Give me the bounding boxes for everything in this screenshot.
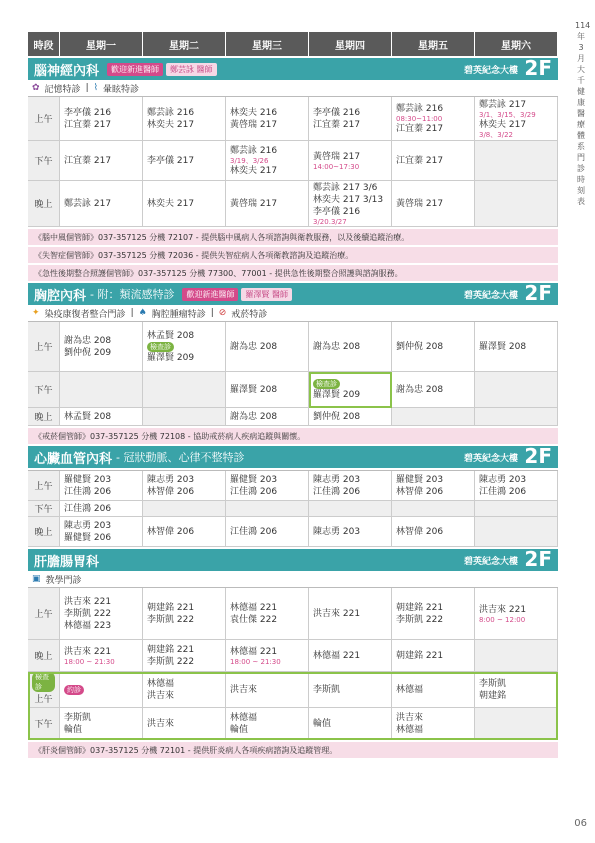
cell [143,141,226,181]
dept-name: 心臟血管內科 [34,451,113,467]
cell [143,588,226,640]
doctor: 林智偉 206 [147,526,195,537]
legend-item: 染疫康復者整合門診 [44,309,126,320]
note: 《戒菸個管師》037-357125 分機 72108 - 協助戒菸病人疾病追蹤與關懷。 [28,428,558,444]
cell [60,588,143,640]
header-day: 星期六 [475,32,558,56]
doctor: 陳志勇 203 [313,474,361,485]
doctor: 林德福 [230,712,258,723]
doctor: 陳志勇 203 [479,474,527,485]
doctor: 李斯凱 222 [147,614,195,625]
cell [392,97,475,141]
dept-cardio-bar [28,446,558,468]
cell [392,588,475,640]
cell [143,471,226,501]
doctor: 謝為忠 208 [230,411,278,422]
doctor: 李斯凱 222 [147,656,195,667]
building: 碧英紀念大樓 [463,556,518,567]
no-smoking-icon: ⊘ [218,308,227,318]
doctor: 江佳鴻 206 [313,486,361,497]
cell-empty [392,408,475,426]
cell-empty [143,501,226,517]
grid-neuro [28,96,558,227]
cell [143,97,226,141]
doctor: 劉仲倪 209 [64,347,112,358]
cell [309,708,392,740]
doctor: 羅澤賢 208 [479,341,527,352]
doctor: 洪吉來 221 [64,596,112,607]
cell [392,471,475,501]
doctor: 陳志勇 203 [313,526,361,537]
teaching-icon: ▣ [32,574,41,584]
cell-empty [309,501,392,517]
doctor: 謝為忠 208 [396,384,444,395]
cell [309,372,392,408]
doctor: 林德福 [147,678,175,689]
doctor: 林奕夫 217 [479,119,527,130]
cell [226,181,309,227]
sparkle-icon: ✦ [32,308,40,318]
cell [309,517,392,547]
doctor: 劉仲倪 208 [313,411,361,422]
doctor: 李斯凱 [479,678,507,689]
cell [60,517,143,547]
cell [60,181,143,227]
doctor: 黃啓瑞 217 [230,198,278,209]
new-doctor: 鄭芸詠 醫師 [166,63,217,76]
divider: | [210,308,214,318]
doctor: 李斯凱 [313,684,341,695]
date-note: 3/20.3/27 [313,217,347,226]
legend [28,80,558,96]
doctor: 江宜蓁 217 [64,119,112,130]
doctor: 江佳鴻 206 [230,486,278,497]
cell [226,322,309,372]
divider: | [85,83,89,93]
cell [475,588,558,640]
floor: 2F [524,444,552,468]
cell-empty [475,501,558,517]
doctor: 羅健賢 203 [64,474,112,485]
page-number: 06 [574,818,587,829]
lungs-icon: ♠ [138,308,147,318]
building: 碧英紀念大樓 [463,453,518,464]
doctor: 陳志勇 203 [64,520,112,531]
header-slot: 時段 [28,32,60,56]
time-note: 18:00 ~ 21:30 [64,657,115,666]
doctor: 黃啓瑞 217 [230,119,278,130]
doctor: 黃啓瑞 217 [313,151,361,162]
dept-name: 胸腔內科 [34,288,87,304]
cell [60,672,143,708]
doctor: 江佳鴻 206 [479,486,527,497]
doctor: 江宜蓁 217 [64,155,112,166]
doctor: 林孟賢 208 [64,411,112,422]
cell-empty [475,181,558,227]
cell-empty [60,372,143,408]
doctor: 洪吉來 221 [313,608,361,619]
doctor: 鄭芸詠 217 [64,198,112,209]
cell [60,640,143,672]
cell [309,408,392,426]
doctor: 林奕夫 217 [147,198,195,209]
cell-empty [226,501,309,517]
doctor: 李斯凱 222 [64,608,112,619]
doctor: 洪吉來 221 [64,646,112,657]
doctor: 輪值 [230,724,249,735]
doctor: 朝建銘 221 [396,650,444,661]
cell [475,97,558,141]
slot-label: 晚上 [28,640,60,672]
dept-chest-bar [28,283,558,305]
doctor: 朝建銘 221 [147,602,195,613]
cell [60,322,143,372]
time-note: 18:00 ~ 21:30 [230,657,281,666]
doctor: 洪吉來 [396,712,424,723]
legend-item: 記憶特診 [44,84,81,95]
floor: 2F [524,547,552,571]
time-note: 8:00 ~ 12:00 [479,615,526,624]
doctor: 鄭芸詠 216 [396,103,444,114]
legend [28,305,558,321]
floor: 2F [524,56,552,80]
cell [60,708,143,740]
legend-item: 暈眩特診 [103,84,140,95]
doctor: 羅健賢 203 [396,474,444,485]
doctor: 江佳鴻 206 [64,503,112,514]
cell-empty [475,141,558,181]
building: 碧英紀念大樓 [463,290,518,301]
dept-neuro-bar [28,58,558,80]
doctor: 輪值 [64,724,83,735]
cell-empty [143,408,226,426]
cell-empty [392,501,475,517]
schedule [28,32,558,758]
cell [392,517,475,547]
cell [309,141,392,181]
doctor: 洪吉來 [230,684,258,695]
cell [392,141,475,181]
doctor: 李亭儀 216 [313,206,361,217]
cell [309,322,392,372]
cell [309,471,392,501]
time-note: 14:00~17:30 [313,162,360,171]
cell [60,97,143,141]
slot-text: 上午 [34,695,53,705]
cell [392,372,475,408]
slot-label: 上午 [28,97,60,141]
appt-label: 約診 [64,685,84,695]
cell [392,672,475,708]
exam-label: 檢查診 [147,342,174,352]
doctor: 李斯凱 222 [396,614,444,625]
doctor: 江佳鴻 206 [64,486,112,497]
cell [475,322,558,372]
new-doctor: 羅澤賢 醫師 [241,288,292,301]
date-note: 3/1、3/15、3/29 [479,110,536,119]
doctor: 陳志勇 203 [147,474,195,485]
doctor: 林德福 [396,724,424,735]
doctor: 鄭芸詠 217 [479,99,527,110]
doctor: 謝為忠 208 [313,341,361,352]
doctor: 鄭芸詠 216 [230,145,278,156]
doctor: 洪吉來 [147,718,175,729]
building: 碧英紀念大樓 [463,65,518,76]
note: 《腦中風個管師》037-357125 分機 72107 - 提供腦中風病人各項諮詢與衛教服務，以及後續追蹤治療。 [28,229,558,245]
doctor: 林德福 221 [230,646,278,657]
cell-empty [475,408,558,426]
cell [392,708,475,740]
header-day: 星期四 [309,32,392,56]
dept-extra: - 附：類流感特診 [90,288,175,301]
cell [475,672,558,708]
cell [226,97,309,141]
doctor: 林孟賢 208 [147,330,195,341]
legend [28,571,558,587]
exam-label: 檢查診 [32,672,55,692]
slot-label: 上午 [28,471,60,501]
welcome-badge: 歡迎新進醫師 [107,63,163,76]
doctor: 林智偉 206 [147,486,195,497]
dept-gi-bar [28,549,558,571]
header-day: 星期五 [392,32,475,56]
doctor: 羅澤賢 209 [147,352,195,363]
doctor: 朝建銘 221 [147,644,195,655]
legend-item: 胸腔腫瘤特診 [151,309,206,320]
cell-empty [475,372,558,408]
doctor: 林奕夫 216 [230,107,278,118]
doctor: 羅健賢 203 [230,474,278,485]
doctor: 袁仕傑 222 [230,614,278,625]
doctor: 林奕夫 217 3/13 [313,194,384,205]
header-day: 星期二 [143,32,226,56]
cell [143,181,226,227]
slot-label: 上午 [28,588,60,640]
floor: 2F [524,281,552,305]
doctor: 林智偉 206 [396,486,444,497]
dept-name: 肝膽腸胃科 [34,554,100,570]
welcome-badge: 歡迎新進醫師 [182,288,238,301]
schedule-header [28,32,558,56]
date-note: 3/8、3/22 [479,130,513,139]
cell [226,141,309,181]
cell [226,372,309,408]
cell [475,471,558,501]
cell [226,640,309,672]
doctor: 李斯凱 [64,712,92,723]
cell [226,588,309,640]
cell [392,322,475,372]
cell-empty [143,372,226,408]
cell [309,181,392,227]
doctor: 洪吉來 221 [479,604,527,615]
cell [309,588,392,640]
cell [60,141,143,181]
doctor: 謝為忠 208 [64,335,112,346]
slot-label: 晚上 [28,181,60,227]
doctor: 江宜蓁 217 [396,123,444,134]
doctor: 林奕夫 217 [230,165,278,176]
cell-empty [475,517,558,547]
slot-label: 上午 [28,322,60,372]
grid-gi [28,587,558,672]
divider: | [130,308,134,318]
doctor: 林智偉 206 [396,526,444,537]
cell [60,501,143,517]
doctor: 朝建銘 [479,690,507,701]
slot-label: 晚上 [28,408,60,426]
legend-item: 教學門診 [45,575,82,586]
doctor: 林德福 221 [230,602,278,613]
cell [143,322,226,372]
note: 《急性後期整合照護個管師》037-357125 分機 77300、77001 - 提供急性後期整合照護與諮詢服務。 [28,265,558,281]
cell [309,97,392,141]
cell [226,471,309,501]
doctor: 鄭芸詠 216 [147,107,195,118]
cell [143,672,226,708]
header-day: 星期一 [60,32,143,56]
cell [226,672,309,708]
cell [60,471,143,501]
grid-cardio [28,470,558,547]
dept-extra: - 冠狀動脈、心律不整特診 [116,451,245,464]
cell [143,708,226,740]
header-day: 星期三 [226,32,309,56]
cell-empty [475,708,558,740]
dept-name: 腦神經內科 [34,63,100,79]
cell [143,640,226,672]
cell [60,408,143,426]
doctor: 羅澤賢 209 [313,389,361,400]
cell [143,517,226,547]
cell-empty [475,640,558,672]
slot-label: 晚上 [28,517,60,547]
doctor: 羅健賢 206 [64,532,112,543]
cell [226,708,309,740]
doctor: 林德福 223 [64,620,112,631]
legend-item: 戒菸特診 [231,309,268,320]
doctor: 劉仲倪 208 [396,341,444,352]
slot-label: 下午 [28,372,60,408]
memory-icon: ✿ [32,83,40,93]
date-note: 3/19、3/26 [230,156,269,165]
doctor: 羅澤賢 208 [230,384,278,395]
cell [226,517,309,547]
grid-chest [28,321,558,426]
cell [392,181,475,227]
doctor: 鄭芸詠 217 3/6 [313,182,378,193]
exam-label: 檢查診 [313,379,340,389]
slot-label: 下午 [28,501,60,517]
doctor: 江宜蓁 217 [313,119,361,130]
slot-label [28,672,60,708]
note: 《失智症個管師》037-357125 分機 72036 - 提供失智症病人各項衛教諮詢及追蹤治療。 [28,247,558,263]
doctor: 謝為忠 208 [230,341,278,352]
doctor: 林奕夫 217 [147,119,195,130]
slot-label: 下午 [28,708,60,740]
doctor: 李亭儀 217 [147,155,195,166]
note: 《肝炎個管師》037-357125 分機 72101 - 提供肝炎病人各項疾病諮詢及追蹤管理。 [28,742,558,758]
cell [309,640,392,672]
side-caption: 114年3月 大千健康醫療體系 門診時刻表 [575,21,591,206]
doctor: 林德福 221 [313,650,361,661]
slot-label: 下午 [28,141,60,181]
grid-gi-exam [28,672,558,740]
doctor: 江佳鴻 206 [230,526,278,537]
doctor: 洪吉來 [147,690,175,701]
cell [309,672,392,708]
doctor: 李亭儀 216 [64,107,112,118]
doctor: 朝建銘 221 [396,602,444,613]
doctor: 黃啓瑞 217 [396,198,444,209]
vertigo-icon: ⌇ [93,83,99,93]
time-note: 08:30~11:00 [396,114,443,123]
doctor: 林德福 [396,684,424,695]
cell [226,408,309,426]
doctor: 輪值 [313,718,332,729]
doctor: 李亭儀 216 [313,107,361,118]
cell [392,640,475,672]
doctor: 江宜蓁 217 [396,155,444,166]
